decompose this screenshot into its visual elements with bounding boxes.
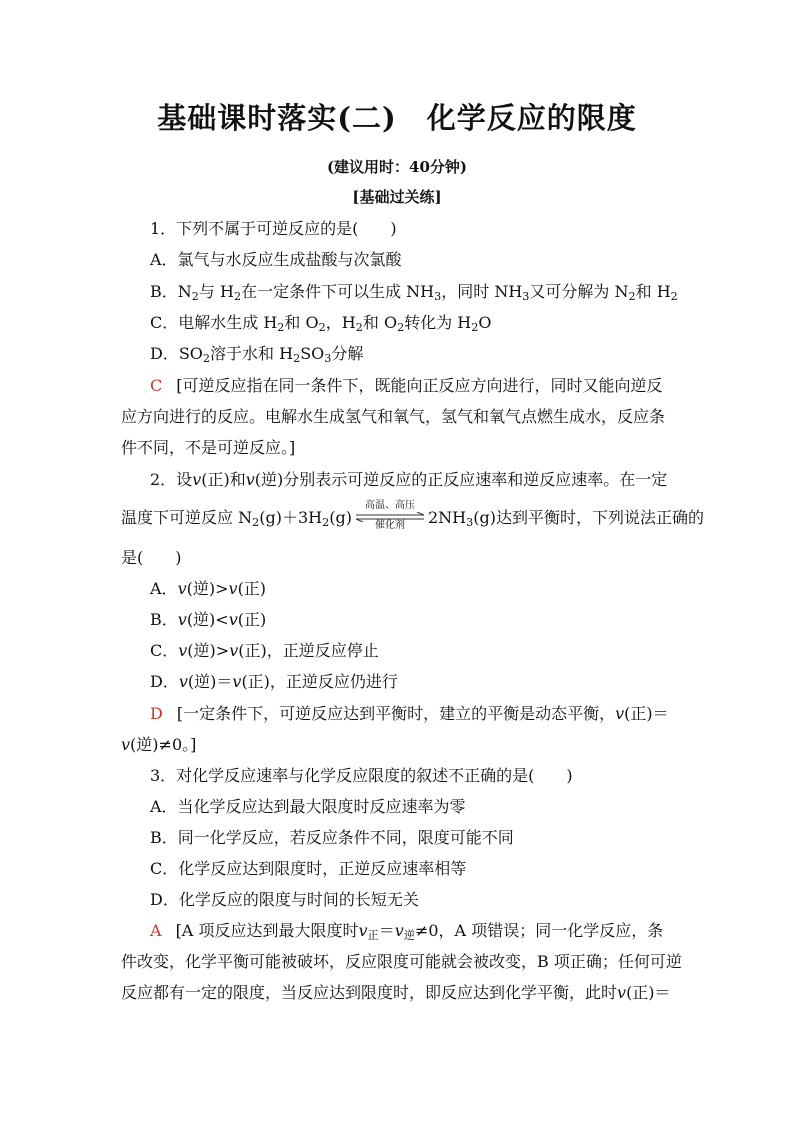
q3-explanation-line3: 反应都有一定的限度，当反应达到限度时，即反应达到化学平衡，此时v(正)＝ bbox=[121, 983, 671, 1002]
q1-explanation-line2: 应方向进行的反应。电解水生成氢气和氧气，氢气和氧气点燃生成水，反应条 bbox=[121, 407, 666, 426]
q3-explanation-line2: 件改变，化学平衡可能被破坏，反应限度可能就会被改变，B 项正确；任何可逆 bbox=[121, 952, 682, 971]
q2-explanation-line1: D [一定条件下，可逆反应达到平衡时，建立的平衡是动态平衡，v(正)＝ bbox=[150, 704, 669, 723]
q3-option-b: B．同一化学反应，若反应条件不同，限度可能不同 bbox=[150, 828, 514, 847]
q1-option-d: D．$SO_2$溶于水和 $H_2SO_3$分解 bbox=[150, 344, 364, 365]
q2-reaction-line: 温度下可逆反应 $N_2(g)+3H_2(g)$ 高温、高压 催化剂 $2NH_3(g)$达到平衡时，下列说法正确的 bbox=[121, 500, 704, 531]
q3-option-d: D．化学反应的限度与时间的长短无关 bbox=[150, 890, 419, 909]
q2-answer: D bbox=[150, 704, 163, 723]
q3-answer: A bbox=[150, 921, 162, 940]
q2-stem: 2．设v(正)和v(逆)分别表示可逆反应的正反应速率和逆反应速率。在一定 bbox=[150, 470, 668, 489]
q3-explanation-line1: A [A 项反应达到最大限度时$v_正=v_逆\ne 0$，A 项错误；同一化学反应，条 bbox=[150, 921, 664, 942]
q1-option-c: C．电解水生成 $H_2$和 $O_2$，$H_2$和 $O_2$转化为 $H_2O$ bbox=[150, 313, 492, 334]
q3-stem: 3．对化学反应速率与化学反应限度的叙述不正确的是( ) bbox=[150, 766, 573, 785]
q2-option-a: A．v(逆)>v(正) bbox=[150, 579, 267, 598]
section-heading: [基础过关练] bbox=[352, 188, 442, 206]
q1-stem: 1．下列不属于可逆反应的是( ) bbox=[150, 219, 397, 238]
time-note: (建议用时：40分钟) bbox=[326, 158, 468, 176]
q1-option-a: A．氯气与水反应生成盐酸与次氯酸 bbox=[150, 250, 402, 269]
q2-option-d: D．v(逆)＝v(正)，正逆反应仍进行 bbox=[150, 672, 398, 691]
q2-stem-end: 是( ) bbox=[121, 548, 182, 567]
equilibrium-arrow-icon: 高温、高压 催化剂 bbox=[354, 505, 426, 529]
q1-explanation-line3: 件不同，不是可逆反应。] bbox=[121, 438, 296, 457]
q1-explanation-line1: C [可逆反应指在同一条件下，既能向正反应方向进行，同时又能向逆反 bbox=[150, 376, 663, 395]
q3-option-c: C．化学反应达到限度时，正逆反应速率相等 bbox=[150, 859, 467, 878]
q1-answer: C bbox=[150, 376, 163, 395]
q2-explanation-line2: v(逆)≠0。] bbox=[121, 735, 197, 754]
q3-option-a: A．当化学反应达到最大限度时反应速率为零 bbox=[150, 797, 466, 816]
q2-option-c: C．v(逆)>v(正)，正逆反应停止 bbox=[150, 641, 379, 660]
q2-option-b: B．v(逆)<v(正) bbox=[150, 610, 267, 629]
page-title: 基础课时落实(二) 化学反应的限度 bbox=[157, 101, 637, 135]
q1-option-b: B．$N_2$与 $H_2$在一定条件下可以生成 $NH_3$，同时 $NH_3$又可分解为 $N_2$和 $H_2$ bbox=[150, 282, 678, 303]
